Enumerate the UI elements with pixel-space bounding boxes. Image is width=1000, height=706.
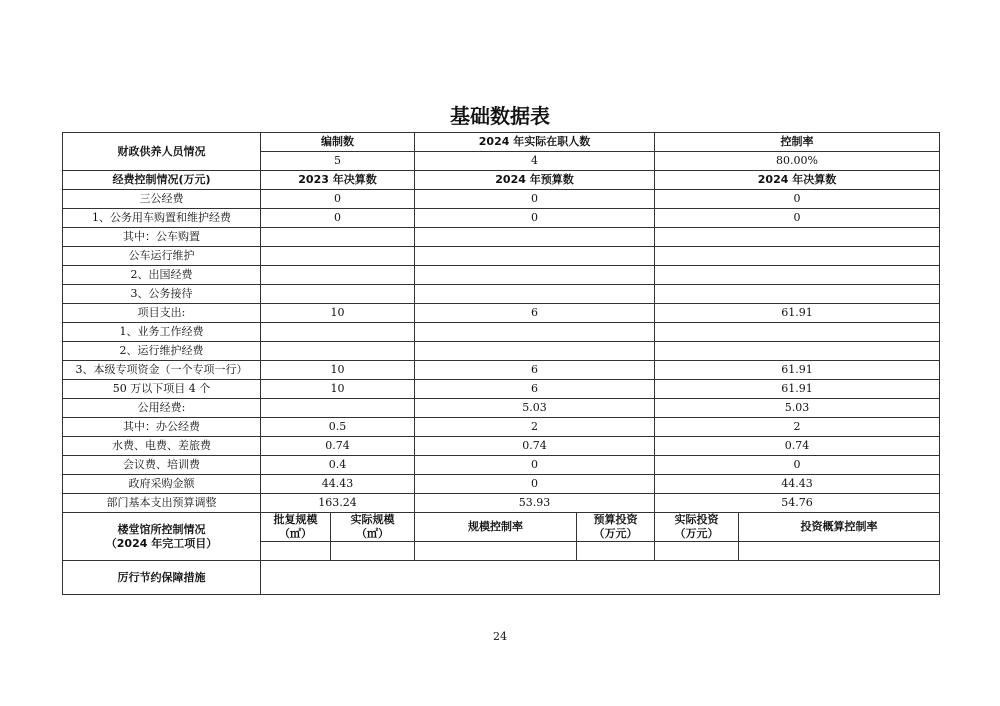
table-row <box>63 399 940 418</box>
cell-2023-final: 163.24 <box>261 494 415 513</box>
cell-2024-budget: 5.03 <box>415 399 655 418</box>
cell-2023-final: 0.4 <box>261 456 415 475</box>
approved-scale-line2: （㎡） <box>279 527 312 540</box>
cell-2024-final <box>655 323 940 342</box>
building-cell-scale-rate <box>415 542 577 561</box>
staff-value-rate: 80.00% <box>655 152 940 171</box>
cell-2023-final <box>261 285 415 304</box>
row-label: 公用经费: <box>63 399 261 418</box>
cell-2023-final <box>261 323 415 342</box>
cell-2023-final: 10 <box>261 380 415 399</box>
cell-2023-final: 0 <box>261 209 415 228</box>
table-row <box>63 361 940 380</box>
cell-2024-final: 61.91 <box>655 380 940 399</box>
table-row <box>63 247 940 266</box>
cell-2023-final <box>261 266 415 285</box>
table-row <box>63 190 940 209</box>
cell-2023-final <box>261 342 415 361</box>
building-cell-invest-rate <box>739 542 940 561</box>
expense-header-2023-final: 2023 年决算数 <box>261 171 415 190</box>
cell-2023-final <box>261 399 415 418</box>
table-row <box>63 456 940 475</box>
table-row <box>63 475 940 494</box>
table-row <box>63 494 940 513</box>
cell-2024-budget <box>415 285 655 304</box>
building-cell-budget-invest <box>577 542 655 561</box>
cell-2024-final: 5.03 <box>655 399 940 418</box>
row-label: 1、业务工作经费 <box>63 323 261 342</box>
row-label: 政府采购金额 <box>63 475 261 494</box>
cell-2024-final <box>655 266 940 285</box>
actual-scale-line2: （㎡） <box>356 527 389 540</box>
building-cell-actual-invest <box>655 542 739 561</box>
row-label: 部门基本支出预算调整 <box>63 494 261 513</box>
budget-invest-line2: （万元） <box>593 527 638 540</box>
building-header-scale-rate: 规模控制率 <box>415 513 577 542</box>
building-label-line2: （2024 年完工项目） <box>105 536 218 550</box>
cell-2024-budget: 0.74 <box>415 437 655 456</box>
row-label: 三公经费 <box>63 190 261 209</box>
cell-2024-budget <box>415 342 655 361</box>
building-header-actual-invest <box>655 513 739 542</box>
cell-2024-final: 44.43 <box>655 475 940 494</box>
actual-scale-line1: 实际规模 <box>350 513 395 526</box>
row-label: 2、出国经费 <box>63 266 261 285</box>
cell-2024-final <box>655 342 940 361</box>
building-cell-approved-scale <box>261 542 331 561</box>
table-row <box>63 323 940 342</box>
cell-2024-budget: 0 <box>415 190 655 209</box>
building-label-line1: 楼堂馆所控制情况 <box>117 522 206 536</box>
row-label: 其中：公车购置 <box>63 228 261 247</box>
staff-header-actual: 2024 年实际在职人数 <box>415 133 655 152</box>
cell-2024-budget: 6 <box>415 380 655 399</box>
actual-invest-line1: 实际投资 <box>674 513 719 526</box>
table-row <box>63 304 940 323</box>
row-label: 公车运行维护 <box>63 247 261 266</box>
saving-measures-cell <box>261 561 940 595</box>
cell-2024-budget: 0 <box>415 456 655 475</box>
page-number: 24 <box>493 630 507 643</box>
cell-2023-final: 10 <box>261 361 415 380</box>
cell-2024-final: 61.91 <box>655 304 940 323</box>
cell-2024-budget: 2 <box>415 418 655 437</box>
cell-2024-final: 54.76 <box>655 494 940 513</box>
cell-2024-budget: 6 <box>415 361 655 380</box>
staff-header-rate: 控制率 <box>655 133 940 152</box>
row-label: 会议费、培训费 <box>63 456 261 475</box>
row-label: 1、公务用车购置和维护经费 <box>63 209 261 228</box>
row-label: 2、运行维护经费 <box>63 342 261 361</box>
expense-header-2024-budget: 2024 年预算数 <box>415 171 655 190</box>
actual-invest-line2: （万元） <box>674 527 719 540</box>
cell-2023-final <box>261 247 415 266</box>
saving-section-label: 厉行节约保障措施 <box>63 561 261 595</box>
cell-2023-final <box>261 228 415 247</box>
cell-2024-budget <box>415 323 655 342</box>
building-cell-actual-scale <box>331 542 415 561</box>
cell-2024-final: 2 <box>655 418 940 437</box>
cell-2023-final: 0.5 <box>261 418 415 437</box>
table-row <box>63 266 940 285</box>
cell-2024-budget: 0 <box>415 209 655 228</box>
building-header-actual-scale <box>331 513 415 542</box>
row-label: 50 万以下项目 4 个 <box>63 380 261 399</box>
expense-header-2024-final: 2024 年决算数 <box>655 171 940 190</box>
row-label: 3、公务接待 <box>63 285 261 304</box>
cell-2023-final: 0 <box>261 190 415 209</box>
approved-scale-line1: 批复规模 <box>273 513 318 526</box>
cell-2023-final: 44.43 <box>261 475 415 494</box>
row-label: 项目支出: <box>63 304 261 323</box>
table-row <box>63 342 940 361</box>
cell-2023-final: 0.74 <box>261 437 415 456</box>
table-row <box>63 209 940 228</box>
cell-2024-final: 0.74 <box>655 437 940 456</box>
table-row <box>63 418 940 437</box>
row-label: 其中：办公经费 <box>63 418 261 437</box>
cell-2024-budget: 0 <box>415 475 655 494</box>
staff-value-actual: 4 <box>415 152 655 171</box>
table-row <box>63 437 940 456</box>
building-header-budget-invest <box>577 513 655 542</box>
cell-2024-budget <box>415 247 655 266</box>
row-label: 3、本级专项资金（一个专项一行） <box>63 361 261 380</box>
basic-data-table <box>62 132 940 595</box>
cell-2024-final <box>655 228 940 247</box>
staff-section-label: 财政供养人员情况 <box>63 133 261 171</box>
staff-value-authorized: 5 <box>261 152 415 171</box>
page-title: 基础数据表 <box>450 104 550 128</box>
staff-header-authorized: 编制数 <box>261 133 415 152</box>
cell-2024-final: 0 <box>655 456 940 475</box>
cell-2024-budget <box>415 228 655 247</box>
table-row <box>63 285 940 304</box>
cell-2024-budget <box>415 266 655 285</box>
table-row <box>63 380 940 399</box>
cell-2024-budget: 53.93 <box>415 494 655 513</box>
cell-2024-final: 0 <box>655 190 940 209</box>
building-header-invest-rate: 投资概算控制率 <box>739 513 940 542</box>
cell-2024-final: 61.91 <box>655 361 940 380</box>
cell-2023-final: 10 <box>261 304 415 323</box>
row-label: 水费、电费、差旅费 <box>63 437 261 456</box>
budget-invest-line1: 预算投资 <box>593 513 638 526</box>
cell-2024-budget: 6 <box>415 304 655 323</box>
table-row <box>63 228 940 247</box>
expense-section-label: 经费控制情况(万元) <box>63 171 261 190</box>
cell-2024-final <box>655 285 940 304</box>
cell-2024-final <box>655 247 940 266</box>
building-header-approved-scale <box>261 513 331 542</box>
building-section-label <box>63 513 261 561</box>
cell-2024-final: 0 <box>655 209 940 228</box>
